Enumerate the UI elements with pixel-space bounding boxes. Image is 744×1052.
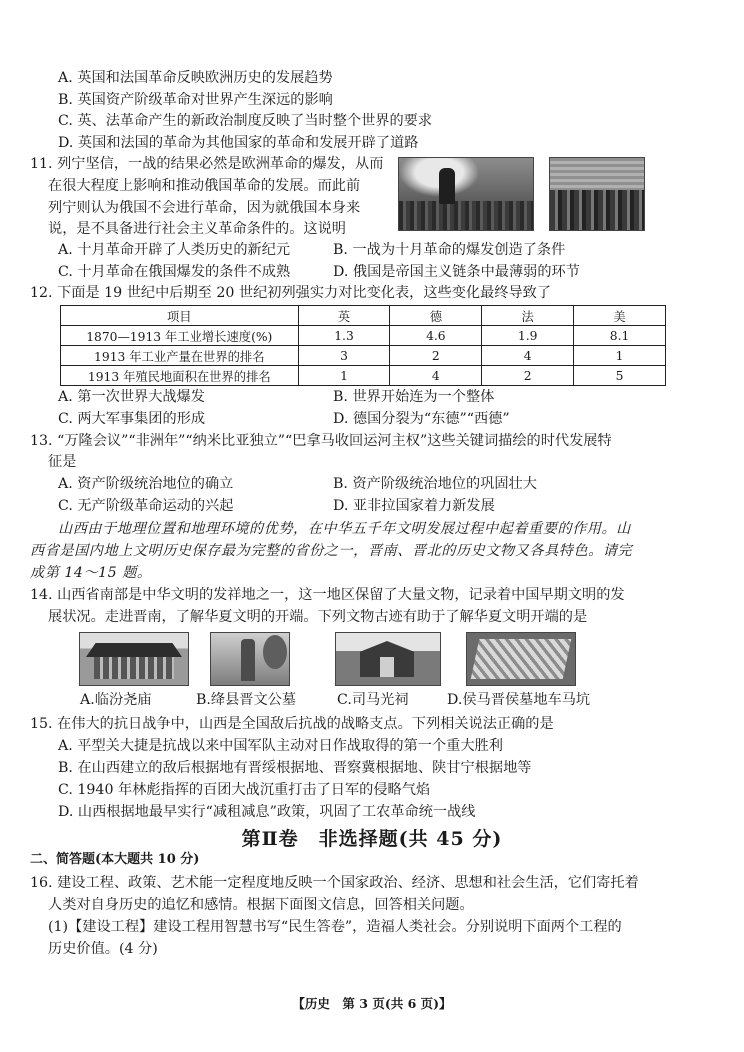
table-cell: 1.9 bbox=[482, 326, 574, 346]
q12-stem: 12. 下面是 19 世纪中后期至 20 世纪初列强实力对比变化表，这些变化最终导致了 bbox=[30, 285, 552, 301]
section2-title: 二、简答题(本大题共 10 分) bbox=[30, 852, 200, 867]
intro-line1: 山西由于地理位置和地理环境的优势，在中华五千年文明发展过程中起着重要的作用。山 bbox=[58, 521, 631, 537]
table-cell: 1 bbox=[574, 346, 666, 366]
q14-photo-jin-wengong-tomb bbox=[210, 632, 290, 686]
table-header-cell: 英 bbox=[298, 306, 390, 326]
q10-option-d: D. 英国和法国的革命为其他国家的革命和发展开辟了道路 bbox=[58, 135, 419, 151]
table-row bbox=[61, 346, 666, 366]
table-header-cell: 德 bbox=[390, 306, 482, 326]
q11-option-c: C. 十月革命在俄国爆发的条件不成熟 bbox=[58, 264, 291, 280]
q14-caption-d: D.侯马晋侯墓地车马坑 bbox=[447, 692, 591, 708]
intro-line3: 成第 14～15 题。 bbox=[30, 565, 152, 581]
q13-option-c: C. 无产阶级革命运动的兴起 bbox=[58, 498, 234, 514]
table-cell: 1913 年殖民地面积在世界的排名 bbox=[61, 366, 299, 386]
q14-stem-line2: 展状况。走进晋南，了解华夏文明的开端。下列文物古迹有助于了解华夏文明开端的是 bbox=[48, 609, 588, 625]
table-cell: 1913 年工业产量在世界的排名 bbox=[61, 346, 299, 366]
table-cell: 2 bbox=[390, 346, 482, 366]
part2-title: 第Ⅱ卷 非选择题(共 45 分) bbox=[241, 828, 503, 850]
q15-stem: 15. 在伟大的抗日战争中，山西是全国敌后抗战的战略支点。下列相关说法正确的是 bbox=[30, 716, 554, 732]
q11-stem-line3: 列宁则认为俄国不会进行革命，因为就俄国本身来 bbox=[48, 200, 361, 216]
q14-stem-line1: 14. 山西省南部是中华文明的发祥地之一，这一地区保留了大量文物，记录着中国早期文明的发 bbox=[30, 587, 625, 603]
q12-option-b: B. 世界开始连为一个整体 bbox=[333, 389, 495, 405]
table-row bbox=[61, 326, 666, 346]
table-cell: 3 bbox=[298, 346, 390, 366]
table-header-row bbox=[61, 306, 666, 326]
q15-option-a: A. 平型关大捷是抗战以来中国军队主动对日作战取得的第一个重大胜利 bbox=[58, 738, 503, 754]
table-header-cell: 项目 bbox=[61, 306, 299, 326]
q14-caption-a: A.临汾尧庙 bbox=[80, 692, 152, 708]
table-cell: 1 bbox=[298, 366, 390, 386]
intro-line2: 西省是国内地上文明历史保存最为完整的省份之一，晋南、晋北的历史文物又各具特色。请完 bbox=[30, 543, 633, 559]
q11-option-d: D. 俄国是帝国主义链条中最薄弱的环节 bbox=[333, 264, 580, 280]
q13-option-b: B. 资产阶级统治地位的巩固壮大 bbox=[333, 476, 537, 492]
q12-option-c: C. 两大军事集团的形成 bbox=[58, 411, 206, 427]
q16-stem-line1: 16. 建设工程、政策、艺术能一定程度地反映一个国家政治、经济、思想和社会生活，它们寄托着 bbox=[30, 875, 639, 891]
q11-stem-line2: 在很大程度上影响和推动俄国革命的发展。而此前 bbox=[48, 178, 361, 194]
q11-stem-line1: 11. 列宁坚信，一战的结果必然是欧洲革命的爆发，从而 bbox=[30, 156, 384, 172]
table-header-cell: 法 bbox=[482, 306, 574, 326]
q12-table bbox=[60, 305, 666, 386]
q10-option-a: A. 英国和法国革命反映欧洲历史的发展趋势 bbox=[58, 70, 333, 86]
table-cell: 1.3 bbox=[298, 326, 390, 346]
q10-option-c: C. 英、法革命产生的新政治制度反映了当时整个世界的要求 bbox=[58, 113, 433, 129]
q14-photo-linfen-yao-temple bbox=[79, 632, 189, 686]
q15-option-d: D. 山西根据地最早实行“减租减息”政策，巩固了工农革命统一战线 bbox=[58, 804, 476, 820]
q11-stem-line4: 说，是不具备进行社会主义革命条件的。这说明 bbox=[48, 221, 346, 237]
q15-option-c: C. 1940 年林彪指挥的百团大战沉重打击了日军的侵略气焰 bbox=[58, 782, 431, 798]
q12-option-a: A. 第一次世界大战爆发 bbox=[58, 389, 205, 405]
q11-photo-lenin-speech bbox=[398, 157, 534, 231]
q11-option-a: A. 十月革命开辟了人类历史的新纪元 bbox=[58, 242, 291, 258]
q11-option-b: B. 一战为十月革命的爆发创造了条件 bbox=[333, 242, 566, 258]
q10-option-b: B. 英国资产阶级革命对世界产生深远的影响 bbox=[58, 92, 333, 108]
table-cell: 5 bbox=[574, 366, 666, 386]
q13-stem-line1: 13. “万隆会议”“非洲年”“纳米比亚独立”“巴拿马收回运河主权”这些关键词描绘的时代发展特 bbox=[30, 433, 612, 449]
q13-stem-line2: 征是 bbox=[48, 454, 77, 470]
q14-photo-houma-chariot-pit bbox=[466, 632, 576, 686]
table-header-cell: 美 bbox=[574, 306, 666, 326]
table-cell: 8.1 bbox=[574, 326, 666, 346]
q15-option-b: B. 在山西建立的敌后根据地有晋绥根据地、晋察冀根据地、陕甘宁根据地等 bbox=[58, 760, 532, 776]
table-cell: 2 bbox=[482, 366, 574, 386]
page-footer: 【历史 第 3 页(共 6 页)】 bbox=[292, 996, 452, 1011]
q16-sub1-line1: (1)【建设工程】建设工程用智慧书写“民生答卷”，造福人类社会。分别说明下面两个工程的 bbox=[48, 919, 622, 935]
table-cell: 4.6 bbox=[390, 326, 482, 346]
q14-caption-c: C.司马光祠 bbox=[337, 692, 409, 708]
q14-photo-sima-guang-shrine bbox=[335, 632, 441, 686]
q16-stem-line2: 人类对自身历史的追忆和感情。根据下面图文信息，回答相关问题。 bbox=[48, 897, 474, 913]
q12-option-d: D. 德国分裂为“东德”“西德” bbox=[333, 411, 510, 427]
table-cell: 4 bbox=[482, 346, 574, 366]
q13-option-a: A. 资产阶级统治地位的确立 bbox=[58, 476, 234, 492]
q11-photo-crowd bbox=[549, 157, 645, 231]
table-cell: 4 bbox=[390, 366, 482, 386]
table-cell: 1870—1913 年工业增长速度(%) bbox=[61, 326, 299, 346]
q14-caption-b: B.绛县晋文公墓 bbox=[196, 692, 297, 708]
table-row bbox=[61, 366, 666, 386]
q13-option-d: D. 亚非拉国家着力新发展 bbox=[333, 498, 495, 514]
q16-sub1-line2: 历史价值。(4 分) bbox=[48, 941, 158, 957]
